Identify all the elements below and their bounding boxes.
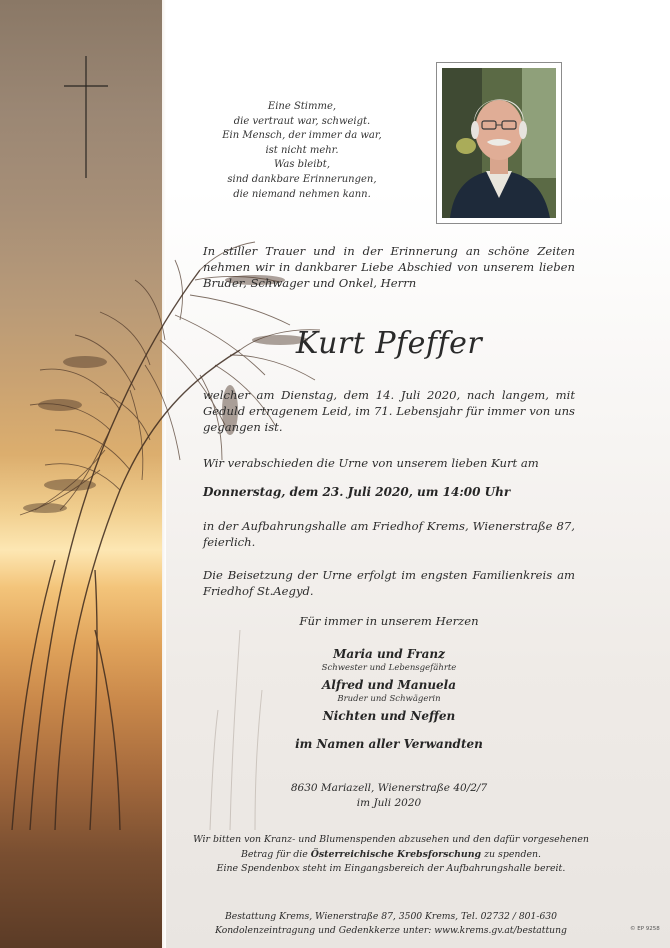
poem-line: Eine Stimme, [267, 101, 337, 112]
poem-line: die niemand nehmen kann. [233, 188, 371, 200]
intro-paragraph: In stiller Trauer und in der Erinnerung an schöne Zeiten nehmen wir in dankbarer Liebe Abschied von unserem lieben Bruder, Schwager und Onkel, Herrn [203, 244, 575, 290]
document-code: © EP 9258 [630, 926, 660, 932]
donation-line: Eine Spendenbox steht im Eingangsbereich der Aufbahrungshalle bereit. [216, 863, 566, 874]
donation-charity: Österreichische Krebsforschung [310, 848, 482, 860]
donation-text: Betrag für die [240, 848, 311, 860]
funeral-home-footer [175, 910, 607, 937]
portrait-figure [442, 68, 556, 218]
ceremony-date: Donnerstag, dem 23. Juli 2020, um 14:00 Uhr [203, 485, 511, 499]
deceased-name: Kurt Pfeffer [295, 326, 483, 361]
donation-notice [175, 833, 607, 877]
footer-line: Bestattung Krems, Wienerstraße 87, 3500 Krems, Tel. 02732 / 801-630 [225, 911, 557, 922]
donation-line [175, 848, 607, 863]
address-block [203, 781, 575, 811]
portrait-frame [436, 62, 562, 224]
donation-line: Wir bitten von Kranz- und Blumenspenden abzusehen und den dafür vorgesehenen [193, 834, 589, 845]
portrait-photo [442, 68, 556, 218]
mourner-name: im Namen aller Verwandten [295, 737, 483, 751]
mourner-relation: Schwester und Lebensgefährte [321, 663, 457, 673]
poem-line: Was bleibt, [274, 159, 330, 171]
mourner-name: Nichten und Neffen [322, 709, 456, 723]
address-date: im Juli 2020 [356, 797, 422, 809]
mourner-name: Maria und Franz [333, 647, 445, 661]
mourner-relation: Bruder und Schwägerin [337, 694, 441, 704]
poem-line: sind dankbare Erinnerungen, [227, 173, 377, 185]
poem-line: ist nicht mehr. [265, 144, 339, 156]
donation-text: zu spenden. [481, 848, 542, 860]
burial-paragraph: Die Beisetzung der Urne erfolgt im engsten Familienkreis am Friedhof St.Aegyd. [203, 568, 575, 598]
forever-line: Für immer in unserem Herzen [299, 614, 479, 628]
poem [218, 100, 386, 202]
mourner-name: Alfred und Manuela [321, 678, 457, 692]
death-paragraph: welcher am Dienstag, dem 14. Juli 2020, nach langem, mit Geduld ertragenem Leid, im 71. Lebensjahr für immer von uns gegangen ist. [203, 388, 575, 434]
poem-line: Ein Mensch, der immer da war, [222, 130, 382, 142]
cross-icon [62, 56, 110, 178]
poem-line: die vertraut war, schweigt. [233, 115, 371, 127]
address-line: 8630 Mariazell, Wienerstraße 40/2/7 [290, 782, 488, 794]
hall-paragraph: in der Aufbahrungshalle am Friedhof Krems, Wienerstraße 87, feierlich. [203, 519, 575, 549]
footer-line: Kondolenzeintragung und Gedenkkerze unter: www.krems.gv.at/bestattung [215, 924, 567, 936]
farewell-paragraph: Wir verabschieden die Urne von unserem lieben Kurt am [203, 456, 539, 470]
